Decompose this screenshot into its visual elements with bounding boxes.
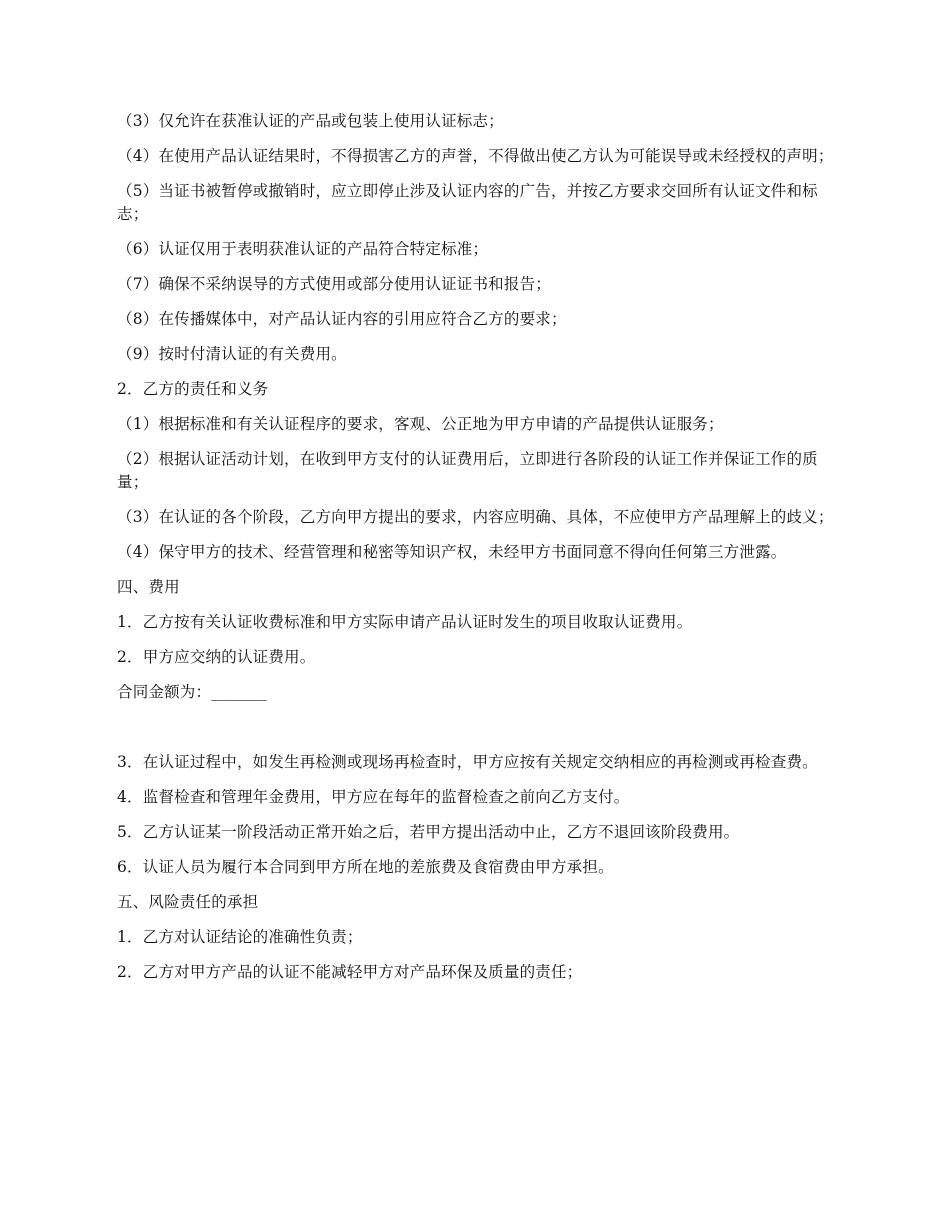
section-fees-heading: 四、费用 [117, 578, 180, 596]
section-party-b-duties: 2．乙方的责任和义务 [117, 380, 269, 398]
risk-2-responsibility: 2．乙方对甲方产品的认证不能减轻甲方对产品环保及质量的责任； [117, 963, 583, 981]
duty-3-requirements: （3）在认证的各个阶段，乙方向甲方提出的要求，内容应明确、具体，不应使甲方产品理解上的歧义； [117, 508, 834, 526]
duty-2-plan: （2）根据认证活动计划，在收到甲方支付的认证费用后，立即进行各阶段的认证工作并保证工作的质量； [117, 450, 818, 491]
clause-5-suspension: （5）当证书被暂停或撤销时，应立即停止涉及认证内容的广告，并按乙方要求交回所有认证文件和标志； [117, 182, 818, 223]
fee-6-travel: 6．认证人员为履行本合同到甲方所在地的差旅费及食宿费由甲方承担。 [117, 858, 614, 876]
clause-6-usage: （6）认证仅用于表明获准认证的产品符合特定标准； [117, 240, 489, 258]
duty-4-confidentiality: （4）保守甲方的技术、经营管理和秘密等知识产权，未经甲方书面同意不得向任何第三方泄露。 [117, 543, 787, 561]
clause-7-no-misleading: （7）确保不采纳误导的方式使用或部分使用认证证书和报告； [117, 275, 551, 293]
clause-9-fees: （9）按时付清认证的有关费用。 [117, 345, 347, 363]
section-risk-heading: 五、风险责任的承担 [117, 893, 259, 911]
clause-4-reputation: （4）在使用产品认证结果时，不得损害乙方的声誉，不得做出使乙方认为可能误导或未经授权的声明； [117, 147, 834, 165]
contract-amount-line: 合同金额为：_______ [117, 683, 267, 701]
clause-8-media: （8）在传播媒体中，对产品认证内容的引用应符合乙方的要求； [117, 310, 567, 328]
fee-4-annual: 4．监督检查和管理年金费用，甲方应在每年的监督检查之前向乙方支付。 [117, 788, 630, 806]
fee-5-no-refund: 5．乙方认证某一阶段活动正常开始之后，若甲方提出活动中止，乙方不退回该阶段费用。 [117, 823, 740, 841]
fee-3-retest: 3．在认证过程中，如发生再检测或现场再检查时，甲方应按有关规定交纳相应的再检测或再检查费。 [117, 753, 818, 771]
duty-1-service: （1）根据标准和有关认证程序的要求，客观、公正地为甲方申请的产品提供认证服务； [117, 415, 724, 433]
clause-3-certification-mark: （3）仅允许在获准认证的产品或包装上使用认证标志； [117, 112, 504, 130]
document-body [117, 110, 837, 996]
fee-2-payable: 2．甲方应交纳的认证费用。 [117, 648, 316, 666]
fee-1-standard: 1．乙方按有关认证收费标准和甲方实际申请产品认证时发生的项目收取认证费用。 [117, 613, 693, 631]
risk-1-accuracy: 1．乙方对认证结论的准确性负责； [117, 928, 363, 946]
blank-spacer [117, 716, 837, 751]
